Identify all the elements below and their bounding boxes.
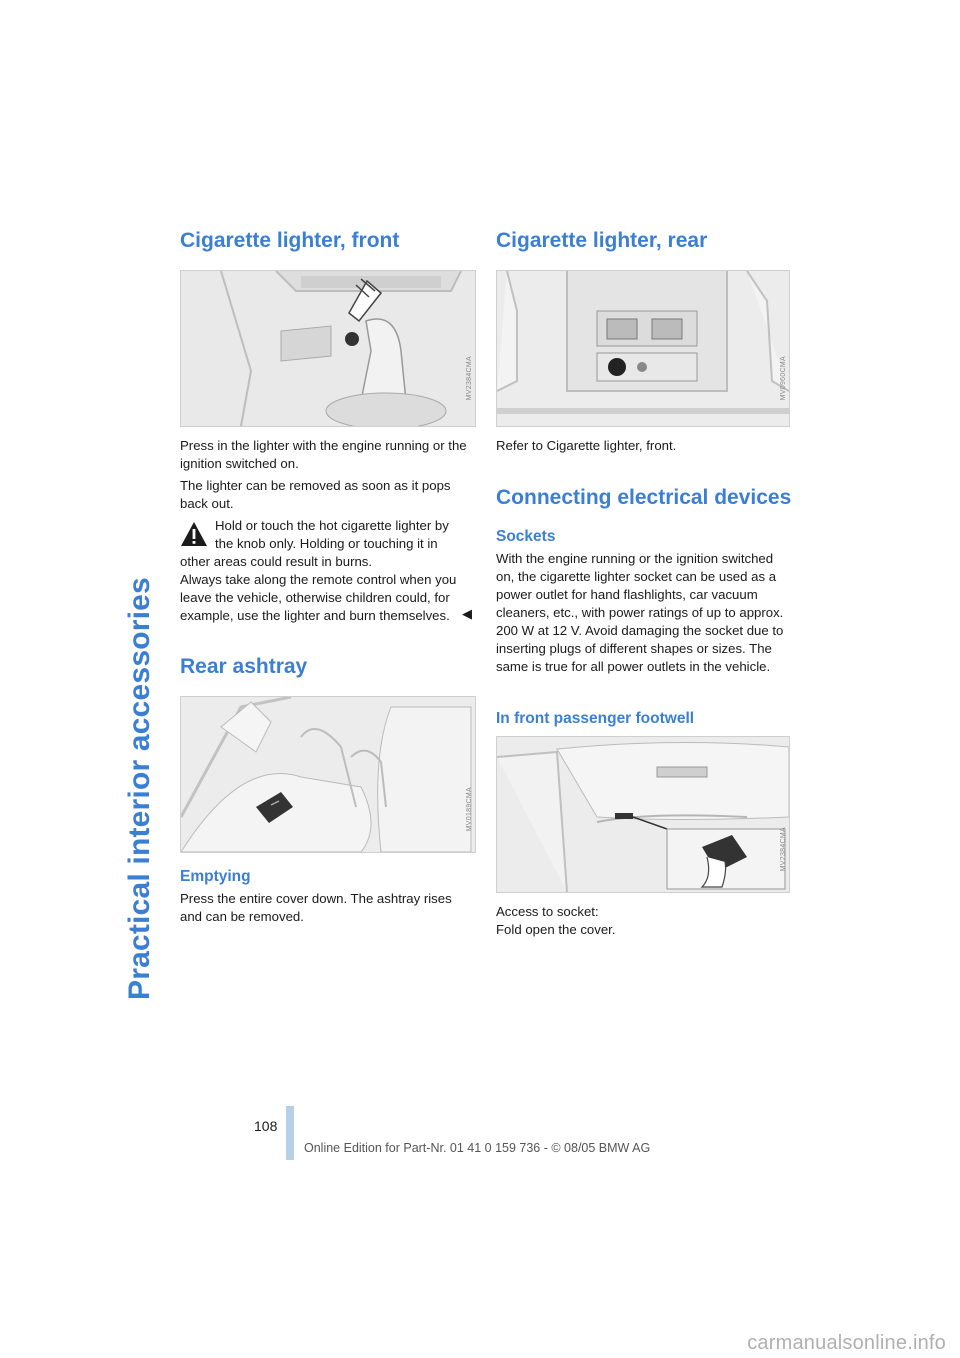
footer-bar — [286, 1106, 294, 1160]
text-access-line1: Access to socket: — [496, 904, 599, 919]
text-warning-p2: Always take along the remote control when you leave the vehicle, otherwise children could, for example, use the lighter and burn themselves. — [180, 572, 457, 623]
image-rear-ashtray — [180, 696, 476, 853]
image-lighter-rear — [496, 270, 790, 427]
heading-emptying: Emptying — [180, 868, 251, 885]
heading-rear-ashtray: Rear ashtray — [180, 655, 308, 678]
heading-sockets: Sockets — [496, 528, 556, 545]
footer-edition: Online Edition for Part-Nr. 01 41 0 159 736 - © 08/05 BMW AG — [304, 1141, 651, 1155]
heading-lighter-rear: Cigarette lighter, rear — [496, 229, 708, 252]
text-emptying: Press the entire cover down. The ashtray rises and can be removed. — [180, 891, 452, 924]
text-lighter-front-p2: The lighter can be removed as soon as it pops back out. — [180, 478, 451, 511]
heading-connecting-devices: Connecting electrical devices — [496, 486, 792, 509]
heading-lighter-front: Cigarette lighter, front — [180, 229, 400, 252]
side-chapter-title: Practical interior accessories — [123, 577, 156, 1000]
text-access-line2: Fold open the cover. — [496, 922, 616, 937]
text-warning-line2: the knob only. Holding or touching it in — [215, 536, 438, 551]
image-lighter-front — [180, 270, 476, 427]
image-code: MV0960CMA — [780, 356, 787, 401]
image-code: MV0189CMA — [466, 787, 473, 832]
text-warning-line1: Hold or touch the hot cigarette lighter by — [215, 518, 449, 533]
page-number: 108 — [254, 1118, 278, 1134]
end-mark: ◀ — [462, 606, 473, 621]
heading-footwell: In front passenger footwell — [496, 710, 695, 727]
text-warning-rest: other areas could result in burns. — [180, 554, 373, 569]
text-lighter-front-p1: Press in the lighter with the engine running or the ignition switched on. — [180, 438, 467, 471]
text-sockets: With the engine running or the ignition switched on, the cigarette lighter socket can be used as a power outlet for hand flashlights, car vacuum cleaners, etc., with power ratings of up to approx. 200 W at 12 V. Avoid damaging the socket due to inserting plugs of different shapes or sizes. The same is true for all power outlets in the vehicle. — [496, 551, 784, 674]
text-lighter-rear: Refer to Cigarette lighter, front. — [496, 438, 677, 453]
watermark: carmanualsonline.info — [747, 1332, 946, 1354]
warning-icon — [180, 521, 208, 547]
image-code: MV2384CMA — [466, 356, 473, 401]
image-footwell-socket — [496, 736, 790, 893]
image-code: MV2384CMA — [780, 827, 787, 872]
